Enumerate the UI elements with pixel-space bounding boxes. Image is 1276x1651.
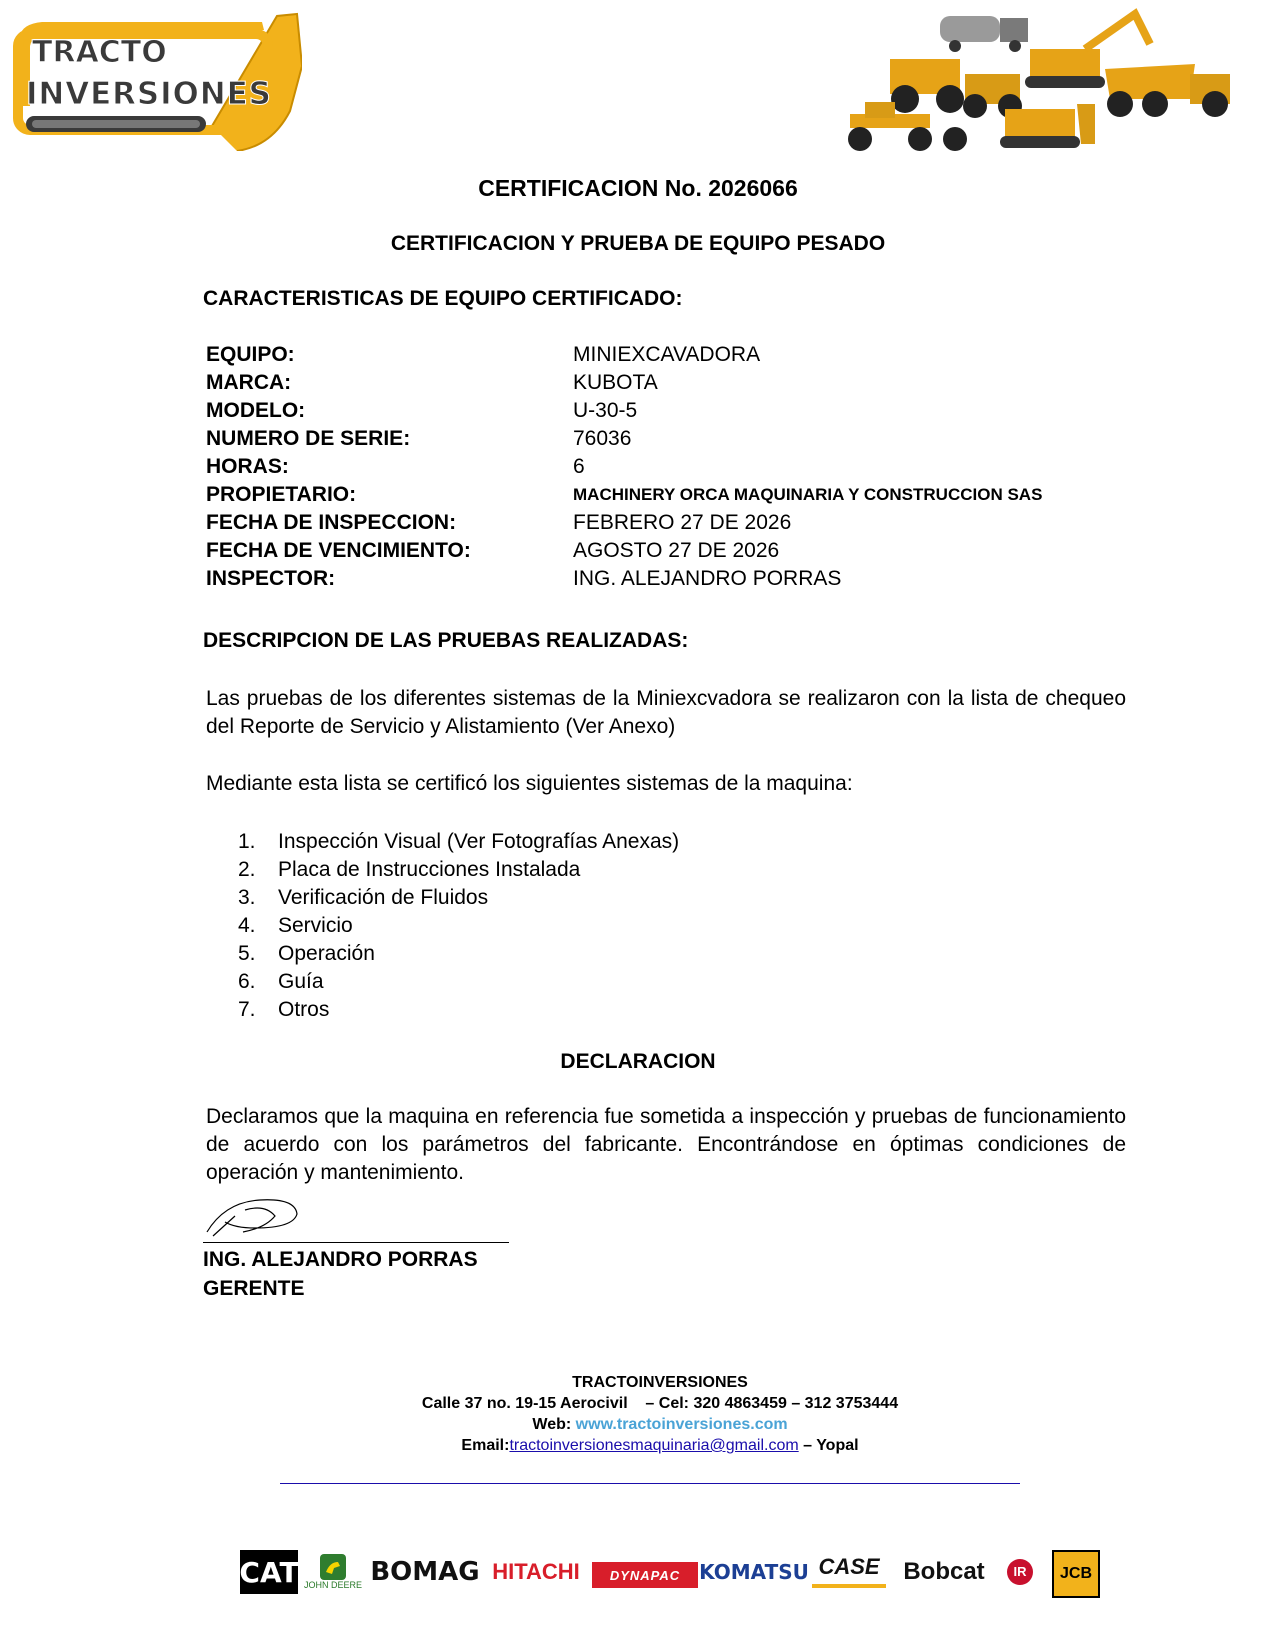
brand-logo-cat — [240, 1550, 298, 1594]
list-text: Operación — [278, 942, 375, 965]
field-value: FEBRERO 27 DE 2026 — [573, 511, 792, 534]
field-value: ING. ALEJANDRO PORRAS — [573, 567, 842, 590]
brand-text: HITACHI — [492, 1559, 580, 1584]
brand-logo-hitachi — [486, 1550, 586, 1594]
list-item — [230, 996, 679, 1024]
brand-text: IR — [1007, 1559, 1033, 1585]
footer-city: – Yopal — [803, 1437, 859, 1454]
list-item — [230, 828, 679, 856]
footer-web-link[interactable]: www.tractoinversiones.com — [575, 1416, 788, 1433]
list-item — [230, 940, 679, 968]
tests-intro: Mediante esta lista se certificó los siguientes sistemas de la maquina: — [206, 772, 853, 795]
footer-email-line — [0, 1437, 1276, 1455]
footer-web-label: Web: — [532, 1416, 572, 1433]
certificate-number: CERTIFICACION No. 2026066 — [478, 175, 798, 201]
field-value: U-30-5 — [573, 399, 638, 422]
brand-logo-john-deere — [302, 1550, 364, 1594]
list-text: Servicio — [278, 914, 353, 937]
list-number: 6. — [238, 970, 256, 993]
brand-text: DYNAPAC — [609, 1567, 681, 1583]
footer-company: TRACTOINVERSIONES — [572, 1374, 748, 1391]
brand-text: JOHN DEERE — [303, 1580, 362, 1590]
field-value: MINIEXCAVADORA — [573, 343, 761, 366]
company-logo — [12, 6, 302, 151]
characteristics-heading: CARACTERISTICAS DE EQUIPO CERTIFICADO: — [203, 287, 683, 310]
field-label: HORAS: — [206, 455, 289, 478]
field-value: MACHINERY ORCA MAQUINARIA Y CONSTRUCCION SAS — [573, 485, 1043, 504]
field-label: NUMERO DE SERIE: — [206, 427, 411, 450]
list-number: 7. — [238, 998, 256, 1021]
document-subtitle: CERTIFICACION Y PRUEBA DE EQUIPO PESADO — [390, 232, 886, 255]
footer-address-line — [0, 1395, 1276, 1413]
list-number: 2. — [238, 858, 256, 881]
footer-web-line — [0, 1416, 1276, 1434]
field-value: KUBOTA — [573, 371, 658, 394]
list-item — [230, 912, 679, 940]
tests-heading: DESCRIPCION DE LAS PRUEBAS REALIZADAS: — [203, 629, 689, 652]
logo-text-inversiones: INVERSIONES — [26, 76, 271, 112]
brand-logo-dynapac — [592, 1562, 698, 1588]
brand-text: JCB — [1059, 1565, 1092, 1582]
declaration-text: Declaramos que la maquina en referencia fue sometida a inspección y pruebas de funcionamiento de acuerdo con los parámetros del fabricante. Encontrándose en óptimas condiciones de operación y mantenimiento. — [206, 1105, 1126, 1184]
list-text: Otros — [278, 998, 330, 1021]
field-value: 76036 — [573, 427, 632, 450]
field-row-equipo — [206, 343, 1106, 371]
brand-logo-komatsu — [699, 1550, 809, 1594]
field-row-fecha-vencimiento — [206, 539, 1106, 567]
brand-text: Bobcat — [903, 1558, 985, 1585]
list-number: 4. — [238, 914, 256, 937]
declaration-heading: DECLARACION — [560, 1050, 716, 1073]
list-number: 1. — [238, 830, 256, 853]
brand-text: KOMATSU — [699, 1560, 809, 1584]
footer-email-link[interactable]: tractoinversionesmaquinaria@gmail.com — [509, 1437, 799, 1454]
brand-text: CASE — [818, 1554, 880, 1579]
list-number: 5. — [238, 942, 256, 965]
machinery-illustration — [845, 4, 1245, 169]
field-value: AGOSTO 27 DE 2026 — [573, 539, 780, 562]
list-item — [230, 856, 679, 884]
list-text: Inspección Visual (Ver Fotografías Anexas) — [278, 830, 680, 853]
signature-scribble — [205, 1192, 305, 1245]
list-text: Verificación de Fluidos — [278, 886, 489, 909]
field-label: INSPECTOR: — [206, 567, 336, 590]
list-text: Guía — [278, 970, 324, 993]
footer-phones: – Cel: 320 4863459 – 312 3753444 — [645, 1395, 899, 1412]
footer-address: Calle 37 no. 19-15 Aerocivil — [421, 1395, 628, 1412]
field-label: MODELO: — [206, 399, 306, 422]
field-row-horas — [206, 455, 1106, 483]
footer-email-label: Email: — [461, 1437, 510, 1454]
brand-logo-ingersoll-rand — [1000, 1550, 1040, 1594]
signer-role: GERENTE — [203, 1277, 305, 1300]
field-row-serie — [206, 427, 1106, 455]
signature-line — [203, 1242, 509, 1243]
tests-list — [230, 828, 679, 1024]
brand-text: CAT — [239, 1555, 299, 1589]
brand-text: BOMAG — [370, 1557, 480, 1587]
tests-paragraph: Las pruebas de los diferentes sistemas de la Miniexcvadora se realizaron con la lista de chequeo del Reporte de Servicio y Alistamiento (Ver Anexo) — [206, 687, 1126, 738]
field-row-propietario — [206, 483, 1106, 511]
field-label: MARCA: — [206, 371, 292, 394]
field-row-fecha-inspeccion — [206, 511, 1106, 539]
field-label: FECHA DE VENCIMIENTO: — [206, 539, 471, 562]
list-item — [230, 884, 679, 912]
brand-logo-bomag — [370, 1550, 480, 1594]
field-label: FECHA DE INSPECCION: — [206, 511, 457, 534]
brand-logo-case — [812, 1550, 886, 1588]
field-label: PROPIETARIO: — [206, 483, 357, 506]
list-number: 3. — [238, 886, 256, 909]
field-row-inspector — [206, 567, 1106, 595]
brand-logo-jcb — [1052, 1550, 1100, 1598]
field-row-modelo — [206, 399, 1106, 427]
field-row-marca — [206, 371, 1106, 399]
field-label: EQUIPO: — [206, 343, 295, 366]
brand-logo-bobcat — [892, 1550, 996, 1594]
deer-icon — [320, 1554, 346, 1580]
footer-divider — [280, 1483, 1020, 1484]
field-value: 6 — [573, 455, 585, 478]
list-text: Placa de Instrucciones Instalada — [278, 858, 581, 881]
signer-name: ING. ALEJANDRO PORRAS — [203, 1248, 478, 1271]
logo-text-tracto: TRACTO — [32, 35, 167, 70]
list-item — [230, 968, 679, 996]
